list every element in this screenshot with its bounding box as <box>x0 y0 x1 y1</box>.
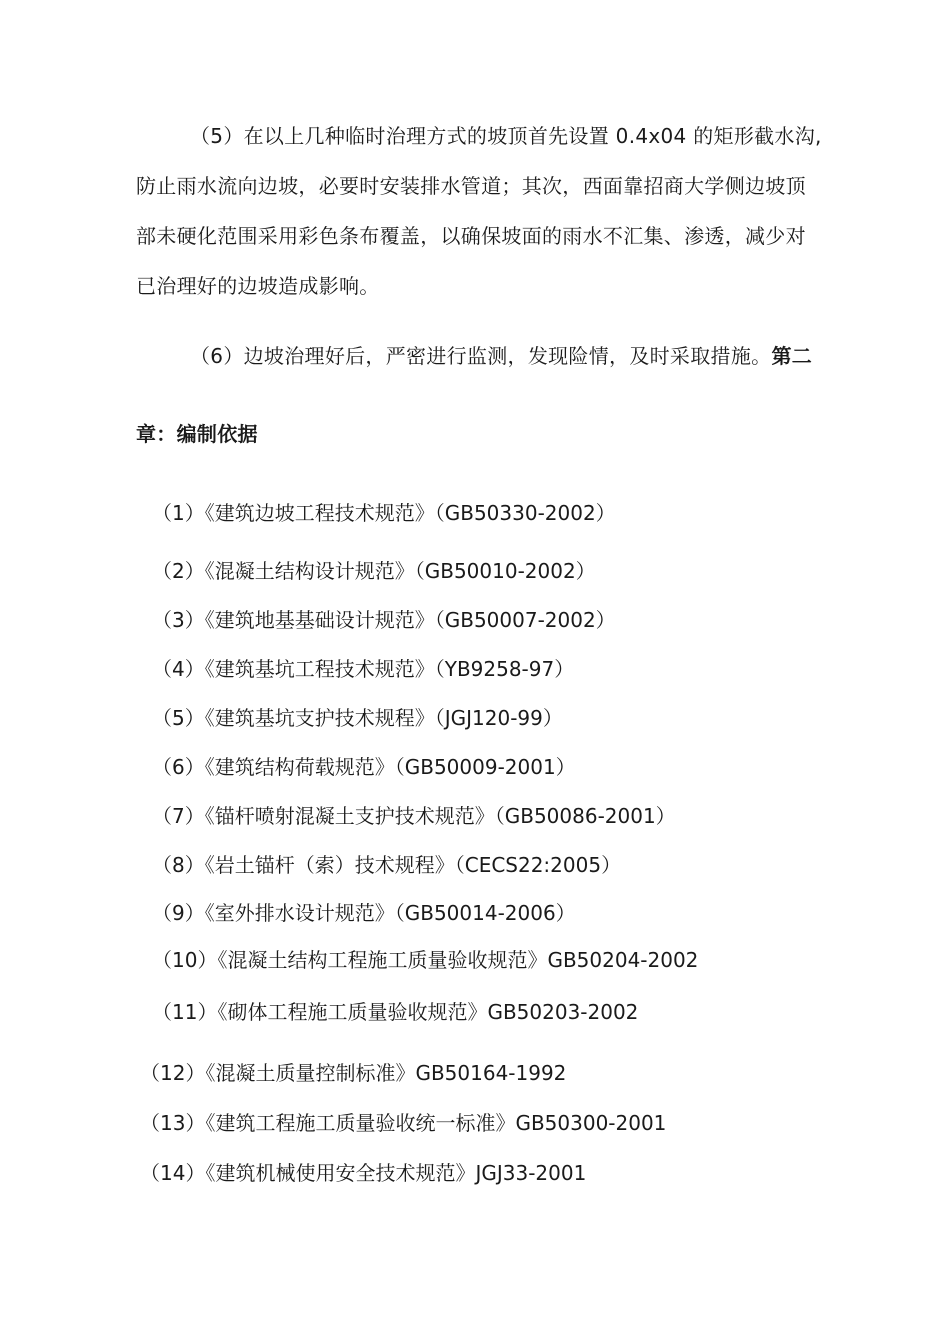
reference-item-11: （11）《砌体工程施工质量验收规范》GB50203-2002 <box>152 1000 639 1024</box>
paragraph-6 <box>190 344 812 368</box>
chapter-heading-part2: 章：编制依据 <box>136 422 258 446</box>
reference-item-8: （8）《岩土锚杆（索）技术规程》（CECS22:2005） <box>152 853 622 877</box>
reference-item-6: （6）《建筑结构荷载规范》（GB50009-2001） <box>152 755 576 779</box>
paragraph-6-text: （6）边坡治理好后，严密进行监测，发现险情，及时采取措施。 <box>190 344 772 368</box>
reference-item-7: （7）《锚杆喷射混凝土支护技术规范》（GB50086-2001） <box>152 804 676 828</box>
paragraph-5-line-4: 已治理好的边坡造成影响。 <box>136 274 380 298</box>
reference-item-2: （2）《混凝土结构设计规范》（GB50010-2002） <box>152 559 596 583</box>
chapter-heading-part1: 第二 <box>771 344 813 368</box>
reference-item-5: （5）《建筑基坑支护技术规程》（JGJ120-99） <box>152 706 563 730</box>
paragraph-5-line-1: （5）在以上几种临时治理方式的坡顶首先设置 0.4x04 的矩形截水沟, <box>190 124 822 148</box>
reference-item-3: （3）《建筑地基基础设计规范》（GB50007-2002） <box>152 608 616 632</box>
reference-item-14: （14）《建筑机械使用安全技术规范》JGJ33-2001 <box>140 1161 587 1185</box>
paragraph-5-line-2: 防止雨水流向边坡，必要时安装排水管道；其次，西面靠招商大学侧边坡顶 <box>136 174 806 198</box>
reference-item-4: （4）《建筑基坑工程技术规范》（YB9258-97） <box>152 657 575 681</box>
reference-item-9: （9）《室外排水设计规范》（GB50014-2006） <box>152 901 576 925</box>
reference-item-12: （12）《混凝土质量控制标准》GB50164-1992 <box>140 1061 567 1085</box>
paragraph-5-line-3: 部未硬化范围采用彩色条布覆盖，以确保坡面的雨水不汇集、渗透，减少对 <box>136 224 806 248</box>
reference-item-1: （1）《建筑边坡工程技术规范》（GB50330-2002） <box>152 501 616 525</box>
reference-item-10: （10）《混凝土结构工程施工质量验收规范》GB50204-2002 <box>152 948 699 972</box>
reference-item-13: （13）《建筑工程施工质量验收统一标准》GB50300-2001 <box>140 1111 667 1135</box>
